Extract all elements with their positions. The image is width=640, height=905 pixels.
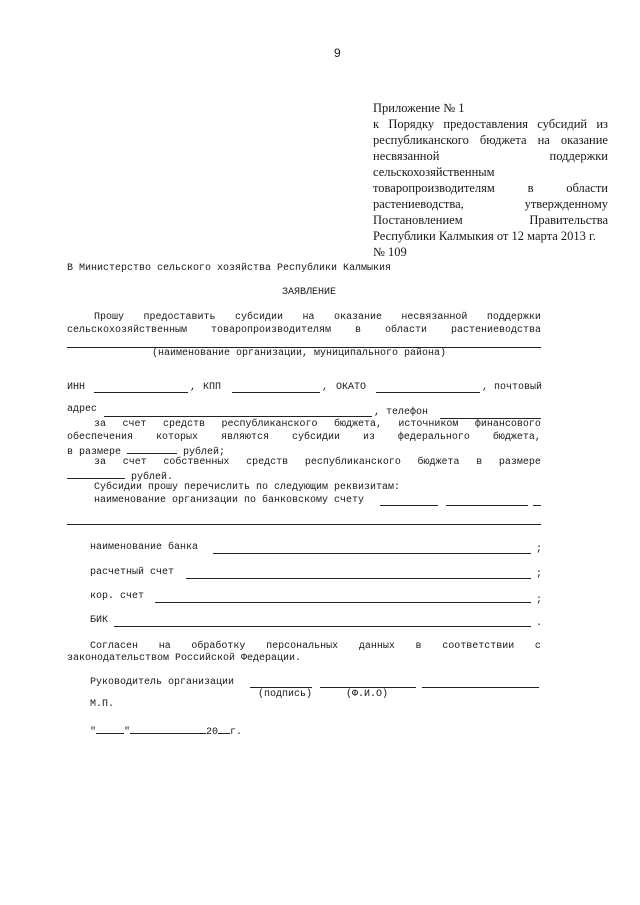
budget-word: финансового (474, 419, 541, 430)
annex-line-3 (373, 148, 608, 164)
request-word: предоставить (143, 312, 216, 323)
date-year-field[interactable] (218, 724, 230, 734)
consent-word: данных (358, 641, 395, 652)
annex-word: в (527, 181, 534, 195)
rep-amount-pre: в размере (67, 447, 122, 458)
account-label: расчетный счет (90, 567, 175, 578)
budget-word: в (476, 457, 483, 468)
annex-line-1 (373, 116, 608, 132)
consent-line-1 (90, 641, 541, 652)
own-budget-line-2 (67, 469, 173, 483)
address-field[interactable] (104, 416, 372, 417)
consent-word: в (415, 641, 422, 652)
date-year-prefix: 20 (206, 727, 219, 738)
budget-word: являются (220, 432, 269, 443)
bank-name-field[interactable] (213, 553, 531, 554)
bank-name-semicolon: ; (536, 544, 543, 555)
kpp-sep: , (322, 382, 329, 393)
address-label: адрес (67, 404, 98, 415)
budget-word: бюджета, (333, 419, 382, 430)
consent-word: соответствии (442, 641, 515, 652)
account-semicolon: ; (536, 569, 543, 580)
org-caption: (наименование организации, муниципального района) (152, 348, 447, 359)
budget-word: за (94, 419, 107, 430)
kpp-label: КПП (203, 382, 222, 393)
budget-word: субсидии (291, 432, 340, 443)
okato-label: ОКАТО (336, 382, 367, 393)
signature-field[interactable] (250, 687, 312, 688)
sign-caption: (подпись) (258, 689, 313, 700)
bik-field[interactable] (114, 626, 531, 627)
budget-word: из (362, 432, 375, 443)
budget-word: республиканского (221, 419, 318, 430)
annex-word: несвязанной (373, 149, 440, 163)
account-field[interactable] (186, 578, 531, 579)
request-word: растениеводства (450, 325, 541, 336)
annex-word: республиканского (373, 133, 469, 147)
stamp-label: М.П. (90, 699, 115, 710)
request-line-2 (67, 325, 541, 336)
phone-label: , телефон (374, 407, 429, 418)
corr-label: кор. счет (90, 591, 145, 602)
budget-word: источником (398, 419, 459, 430)
request-word: товаропроизводителям (211, 325, 332, 336)
annex-line-9: № 109 (373, 245, 407, 259)
rep-amount-field[interactable] (127, 444, 177, 454)
request-word: области (384, 325, 427, 336)
request-word: поддержки (486, 312, 541, 323)
annex-word: товаропроизводителям (373, 181, 495, 195)
request-line-1 (94, 312, 541, 323)
date-day-field[interactable] (96, 724, 124, 734)
annex-word: растениеводства, (373, 197, 464, 211)
rep-budget-line-2 (67, 432, 541, 443)
bank-org-name-field-4[interactable] (67, 524, 541, 525)
annex-word: предоставления (443, 117, 529, 131)
consent-line-2: законодательством Российской Федерации. (67, 653, 302, 664)
inn-sep: , (190, 382, 197, 393)
bank-org-name-field-3[interactable] (533, 505, 541, 506)
annex-word: области (566, 181, 608, 195)
annex-line-4: сельскохозяйственным (373, 165, 495, 179)
budget-word: счет (122, 457, 147, 468)
annex-word: субсидий (537, 117, 588, 131)
own-amount-field[interactable] (67, 469, 125, 479)
addressee: В Министерство сельского хозяйства Республики Калмыкия (67, 263, 392, 274)
annex-line-7 (373, 212, 608, 228)
fio-field[interactable] (422, 687, 539, 688)
budget-word: средств (246, 457, 289, 468)
date-month-field[interactable] (130, 724, 206, 734)
rep-budget-line-1 (94, 419, 541, 430)
annex-line-2 (373, 132, 608, 148)
form-title: ЗАЯВЛЕНИЕ (282, 287, 337, 298)
inn-field[interactable] (94, 392, 188, 393)
signature-field-2[interactable] (320, 687, 416, 688)
budget-word: за (94, 457, 107, 468)
consent-word: Согласен (90, 641, 139, 652)
corr-field[interactable] (155, 602, 531, 603)
annex-word: из (596, 117, 608, 131)
request-word: в (355, 325, 362, 336)
annex-word: Правительства (529, 213, 608, 227)
annex-title: Приложение № 1 (373, 101, 465, 115)
annex-word: бюджета (479, 133, 527, 147)
annex-word: к (373, 117, 380, 131)
annex-word: на (537, 133, 550, 147)
request-word: сельскохозяйственным (67, 325, 188, 336)
budget-word: бюджета, (492, 432, 541, 443)
annex-line-6 (373, 196, 608, 212)
budget-word: счет (122, 419, 147, 430)
date-quote-open: " (90, 727, 97, 738)
request-word: Прошу (94, 312, 125, 323)
consent-word: с (534, 641, 541, 652)
consent-word: обработку (191, 641, 246, 652)
corr-semicolon: ; (536, 595, 543, 606)
postal-label: , почтовый (482, 382, 543, 393)
request-word: субсидии (234, 312, 283, 323)
annex-word: поддержки (549, 149, 608, 163)
consent-word: персональных (266, 641, 339, 652)
own-budget-line-1 (94, 457, 541, 468)
annex-word: оказание (560, 133, 608, 147)
rep-amount-post: рублей; (183, 447, 226, 458)
budget-word: которых (155, 432, 198, 443)
bik-dot: . (536, 618, 543, 629)
bank-name-label: наименование банка (90, 542, 199, 553)
okato-field[interactable] (376, 392, 480, 393)
bik-label: БИК (90, 615, 109, 626)
own-amount-post: рублей. (131, 472, 174, 483)
fio-caption: (Ф.И.О) (346, 689, 389, 700)
annex-block (373, 100, 608, 260)
budget-word: обеспечения (67, 432, 134, 443)
page-number: 9 (334, 46, 341, 60)
request-word: на (302, 312, 315, 323)
annex-line-8: Республики Калмыкия от 12 марта 2013 г. (373, 229, 596, 243)
budget-word: размере (498, 457, 541, 468)
inn-label: ИНН (67, 382, 86, 393)
bank-org-name-field-2[interactable] (446, 505, 528, 506)
signature-head: Руководитель организации (90, 677, 235, 688)
date-suffix: г. (230, 727, 243, 738)
annex-word: утвержденному (524, 197, 608, 211)
bank-org-name-label: наименование организации по банковскому счету (94, 495, 365, 506)
rep-budget-line-3 (67, 444, 225, 458)
bank-intro: Субсидии прошу перечислить по следующим реквизитам: (94, 482, 401, 493)
bank-org-name-field-1[interactable] (380, 505, 438, 506)
request-word: оказание (333, 312, 382, 323)
budget-word: республиканского (304, 457, 401, 468)
kpp-field[interactable] (232, 392, 320, 393)
date-quote-close: " (124, 727, 131, 738)
budget-word: средств (162, 419, 205, 430)
annex-word: Постановлением (373, 213, 463, 227)
budget-word: собственных (163, 457, 230, 468)
annex-line-5 (373, 180, 608, 196)
budget-word: федерального (397, 432, 470, 443)
date-line (90, 724, 242, 738)
annex-word: Порядку (388, 117, 435, 131)
consent-word: на (158, 641, 171, 652)
request-word: несвязанной (401, 312, 468, 323)
budget-word: бюджета (417, 457, 460, 468)
